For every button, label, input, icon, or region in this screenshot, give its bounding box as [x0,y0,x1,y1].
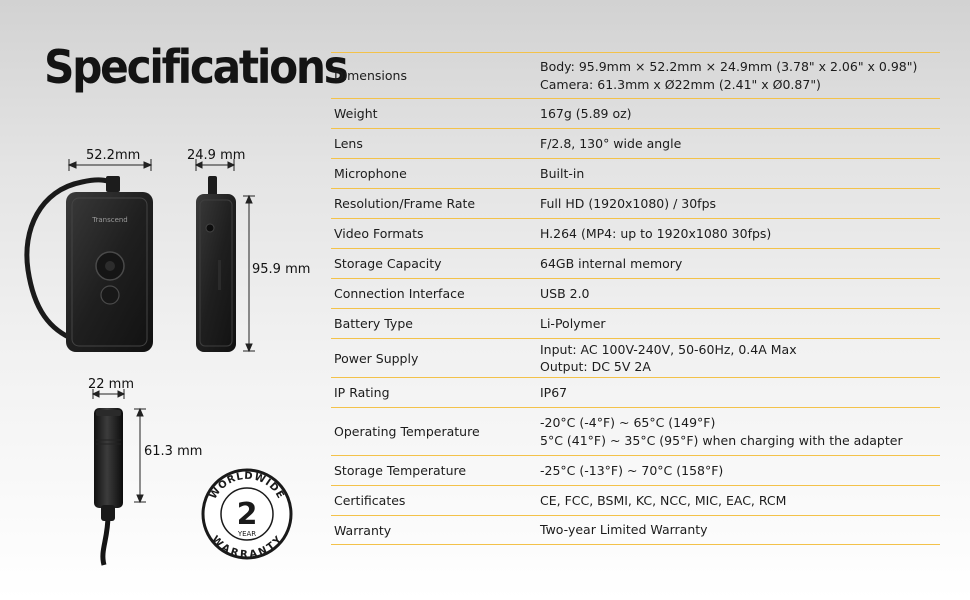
spec-label: Warranty [334,522,392,538]
spec-value-line: Input: AC 100V-240V, 50-60Hz, 0.4A Max [540,341,797,357]
brand-logo: Transcend [92,216,128,224]
product-illustration [0,0,330,600]
spec-row [331,485,940,515]
spec-row [331,308,940,338]
spec-value-line: H.264 (MP4: up to 1920x1080 30fps) [540,225,772,241]
spec-value [540,58,940,93]
spec-row [331,248,940,278]
camera-length-label: 61.3 mm [144,444,203,459]
spec-label: Dimensions [334,68,407,83]
spec-row [331,338,940,377]
spec-row [331,218,940,248]
spec-label: Resolution/Frame Rate [334,196,476,211]
spec-value-line: 167g (5.89 oz) [540,105,632,121]
badge-number: 2 [236,497,258,532]
spec-value-line: Output: DC 5V 2A [540,359,651,374]
spec-value-line: -20°C (-4°F) ~ 65°C (149°F) [540,415,716,430]
spec-value [540,165,940,183]
spec-value-line: Li-Polymer [540,315,606,331]
spec-value [540,492,940,510]
spec-label: Connection Interface [334,286,465,301]
spec-row [331,158,940,188]
spec-value [540,285,940,303]
spec-label: Power Supply [334,350,419,366]
spec-value-line: Full HD (1920x1080) / 30fps [540,195,717,211]
warranty-badge [203,470,291,561]
spec-value [540,255,940,273]
spec-value-line: 5°C (41°F) ~ 35°C (95°F) when charging with the adapter [540,432,903,448]
spec-value-line: Built-in [540,165,585,181]
spec-row [331,52,940,98]
spec-value-line: USB 2.0 [540,285,590,301]
spec-value-line: Two-year Limited Warranty [540,522,708,538]
spec-row [331,278,940,308]
spec-row [331,98,940,128]
spec-label: Operating Temperature [334,424,480,439]
spec-label: Weight [334,106,378,121]
spec-value-line: F/2.8, 130° wide angle [540,135,682,151]
spec-value [540,135,940,153]
spec-value-line: Body: 95.9mm × 52.2mm × 24.9mm (3.78" x 2.06" x 0.98") [540,59,918,74]
power-button [101,286,119,304]
spec-value [540,195,940,213]
device-side-view [196,176,236,352]
spec-value [540,462,940,480]
spec-row [331,188,940,218]
camera-module [94,408,123,565]
spec-row [331,377,940,407]
spec-value [540,414,940,449]
depth-dimension-label: 24.9 mm [187,148,246,163]
width-dimension-label: 52.2mm [86,148,141,163]
spec-row [331,128,940,158]
spec-row [331,455,940,485]
spec-label: Storage Temperature [334,463,467,478]
spec-row [331,515,940,545]
specifications-table [331,52,940,545]
spec-label: IP Rating [334,385,390,400]
spec-value [540,341,940,376]
height-dimension-label: 95.9 mm [252,262,311,277]
page-title: Specifications [44,40,347,94]
badge-unit: YEAR [237,530,257,538]
spec-label: Battery Type [334,316,413,331]
spec-value [540,315,940,333]
spec-label: Microphone [334,166,407,181]
spec-value-line: 64GB internal memory [540,255,683,271]
spec-value-line: IP67 [540,384,568,400]
badge-top-text: WORLDWIDE [207,470,287,502]
camera-diameter-label: 22 mm [88,377,135,392]
badge-bottom-text: WARRANTY [209,533,285,561]
spec-value-line: Camera: 61.3mm x Ø22mm (2.41" x Ø0.87") [540,76,821,92]
spec-row [331,407,940,455]
spec-value [540,521,940,539]
spec-value-line: CE, FCC, BSMI, KC, NCC, MIC, EAC, RCM [540,492,787,508]
spec-label: Video Formats [334,226,424,241]
cable-connector [106,176,120,192]
spec-label: Storage Capacity [334,256,442,271]
spec-value [540,225,940,243]
spec-label: Certificates [334,493,406,508]
spec-value [540,105,940,123]
spec-value-line: -25°C (-13°F) ~ 70°C (158°F) [540,462,724,478]
spec-value [540,384,940,402]
spec-label: Lens [334,136,363,151]
device-front-view [66,192,153,352]
